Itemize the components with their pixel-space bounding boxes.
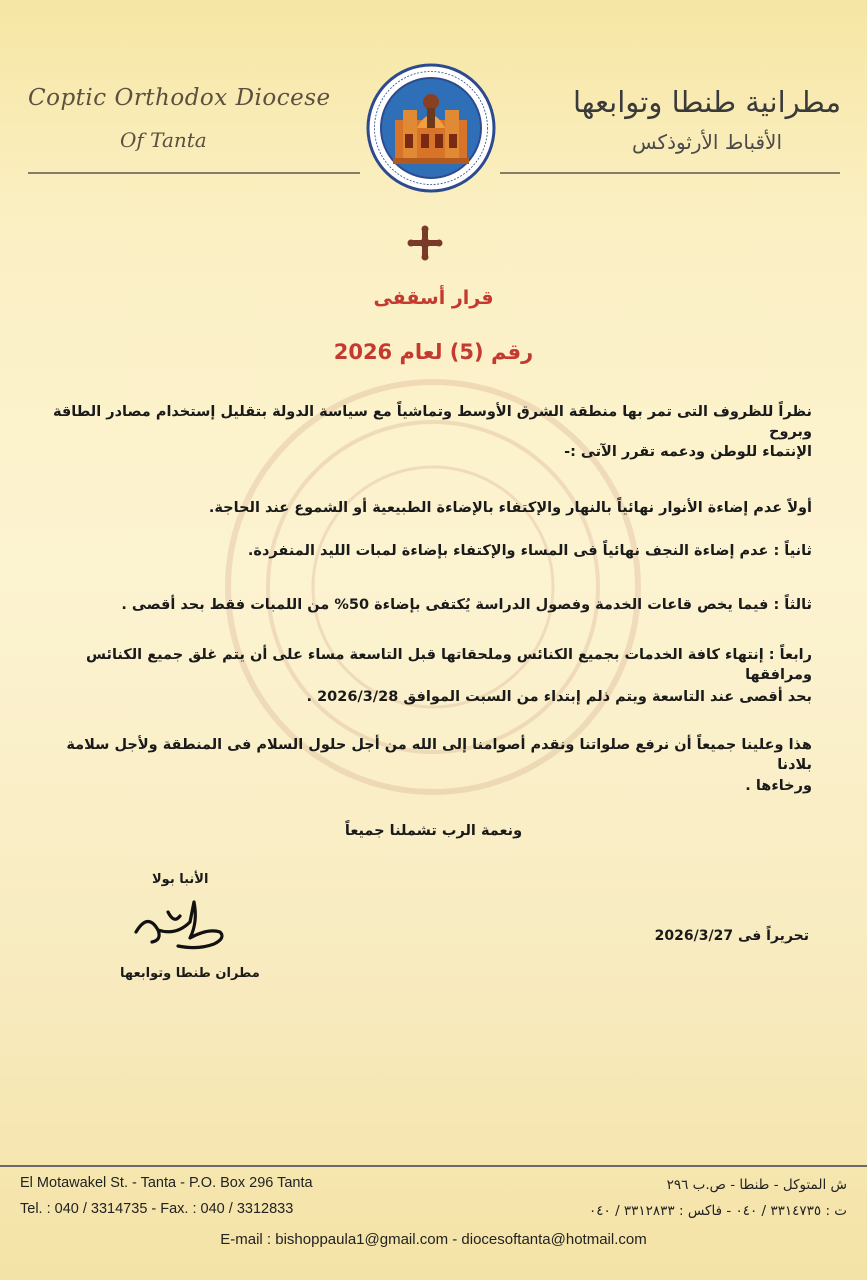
closing-line-2: ورخاءها . xyxy=(745,778,812,794)
signature-mark xyxy=(128,892,233,957)
decree-number: رقم (5) لعام 2026 xyxy=(333,340,534,364)
decision-item-4-line-2: بحد أقصى عند التاسعة ويتم ذلم إبتداء من السبت الموافق 2026/3/28 . xyxy=(306,689,812,705)
footer-phone-english: Tel. : 040 / 3314735 - Fax. : 040 / 3312833 xyxy=(20,1201,294,1217)
header-divider-right xyxy=(500,172,840,174)
decree-title: قرار أسقفى xyxy=(373,287,494,309)
header-english-line1: Coptic Orthodox Diocese xyxy=(28,85,331,111)
diocese-seal-icon xyxy=(365,62,497,194)
footer-address-english: El Motawakel St. - Tanta - P.O. Box 296 Tanta xyxy=(20,1175,313,1191)
header-english-line2: Of Tanta xyxy=(120,128,207,152)
signatory-title: مطران طنطا وتوابعها xyxy=(120,966,260,981)
decision-item-1: أولاً عدم إضاءة الأنوار نهائياً بالنهار والإكتفاء بالإضاءة الطبيعية أو الشموع عند الحاجة. xyxy=(208,500,812,516)
footer-divider xyxy=(0,1165,867,1167)
header-arabic-line2: الأقباط الأرثوذكس xyxy=(632,130,782,154)
header-arabic-line1: مطرانية طنطا وتوابعها xyxy=(572,85,841,119)
decision-item-2: ثانياً : عدم إضاءة النجف نهائياً فى المساء والإكتفاء بإضاءة لمبات الليد المنفردة. xyxy=(247,543,812,559)
header-divider-left xyxy=(28,172,360,174)
decision-item-3: ثالثاً : فيما يخص قاعات الخدمة وفصول الدراسة يُكتفى بإضاءة 50% من اللمبات فقط بحد أقصى . xyxy=(121,597,812,613)
decision-item-4-line-1: رابعاً : إنتهاء كافة الخدمات بجميع الكنائس وملحقاتها قبل التاسعة مساء على أن يتم غلق جميع الكنائس ومرافقها xyxy=(86,647,812,683)
coptic-cross-icon xyxy=(407,225,443,261)
issue-date: تحريراً فى 2026/3/27 xyxy=(654,928,809,944)
closing-line-1: هذا وعلينا جميعاً أن نرفع صلواتنا ونقدم أصوامنا إلى الله من أجل حلول السلام فى المنطقة ولأجل سلامة بلادنا xyxy=(66,737,812,773)
footer-phone-arabic: ت : ٣٣١٤٧٣٥ / ٠٤٠ - فاكس : ٣٣١٢٨٣٣ / ٠٤٠ xyxy=(589,1203,847,1219)
footer-email: E-mail : bishoppaula1@gmail.com - diocesoftanta@hotmail.com xyxy=(220,1231,647,1248)
signatory-name: الأنبا بولا xyxy=(152,872,209,887)
intro-line-2: الإنتماء للوطن ودعمه تقرر الآتى :- xyxy=(564,444,812,460)
blessing-line: ونعمة الرب تشملنا جميعاً xyxy=(344,823,523,839)
footer-address-arabic: ش المتوكل - طنطا - ص.ب ٢٩٦ xyxy=(666,1177,847,1193)
intro-line-1: نظراً للظروف التى تمر بها منطقة الشرق الأوسط وتماشياً مع سياسة الدولة بتقليل إستخدام مصادر الطاقة وبروح xyxy=(52,404,812,440)
